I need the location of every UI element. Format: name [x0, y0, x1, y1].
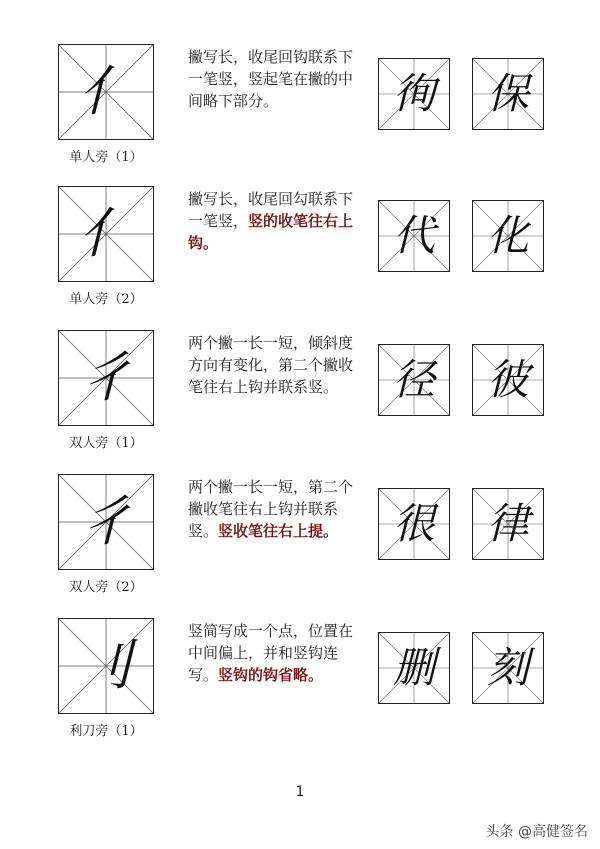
example-grid-2	[472, 488, 544, 560]
example-character: 删	[392, 643, 435, 692]
example-grid-2	[472, 344, 544, 416]
stroke-description	[188, 188, 366, 254]
practice-grid	[58, 618, 154, 714]
example-grid-1	[378, 200, 450, 272]
description-text: 两个撇一长一短，第二个撇收笔往右上钩并联系竖。	[188, 478, 354, 540]
page-number: 1	[295, 784, 305, 800]
radical-glyph: 亻	[79, 60, 133, 123]
description-text: 撇写长，收尾回钩联系下一笔竖，竖起笔在撇的中间略下部分。	[188, 48, 354, 110]
example-grid-1	[378, 344, 450, 416]
stroke-description	[188, 620, 366, 686]
stroke-description	[188, 46, 366, 112]
radical-glyph: 彳	[79, 490, 133, 553]
stroke-description	[188, 332, 366, 398]
radical-caption: 单人旁（2）	[69, 292, 143, 307]
lesson-row-1	[0, 44, 600, 184]
example-grid-2	[472, 200, 544, 272]
radical-caption: 双人旁（1）	[69, 436, 143, 451]
example-grid-2	[472, 632, 544, 704]
example-character: 徇	[392, 69, 435, 118]
radical-glyph: 彳	[79, 346, 133, 409]
example-character: 律	[486, 499, 529, 548]
lesson-row-5	[0, 618, 600, 758]
description-highlight: 竖收笔往右上提。	[218, 522, 339, 540]
example-character: 刻	[486, 643, 529, 692]
radical-caption: 双人旁（2）	[69, 580, 143, 595]
practice-grid	[58, 330, 154, 426]
description-highlight: 竖钩的钩省略。	[218, 666, 324, 684]
practice-grid	[58, 186, 154, 282]
example-character: 很	[392, 499, 435, 548]
lesson-row-2	[0, 186, 600, 326]
practice-grid	[58, 44, 154, 140]
stroke-description	[188, 476, 366, 542]
example-character: 代	[392, 211, 435, 260]
watermark: 头条 @高健签名	[485, 824, 588, 840]
example-grid-1	[378, 488, 450, 560]
example-grid-1	[378, 58, 450, 130]
example-character: 彼	[486, 355, 529, 404]
example-character: 化	[486, 211, 529, 260]
radical-caption: 单人旁（1）	[69, 150, 143, 165]
example-character: 径	[392, 355, 435, 404]
example-grid-2	[472, 58, 544, 130]
description-text: 竖简写成一个点，位置在中间偏上，并和竖钩连写。	[188, 622, 354, 684]
description-text: 撇写长，收尾回勾联系下一笔竖，	[188, 190, 354, 230]
lesson-row-4	[0, 474, 600, 614]
lesson-row-3	[0, 330, 600, 470]
example-character: 保	[486, 69, 529, 118]
practice-grid	[58, 474, 154, 570]
example-grid-1	[378, 632, 450, 704]
radical-caption: 利刀旁（1）	[69, 724, 143, 739]
description-highlight: 竖的收笔往右上钩。	[188, 212, 354, 252]
description-text: 两个撇一长一短，倾斜度方向有变化，第二个撇收笔往右上钩并联系竖。	[188, 334, 354, 396]
radical-glyph: 刂	[79, 634, 133, 697]
radical-glyph: 亻	[79, 202, 133, 265]
